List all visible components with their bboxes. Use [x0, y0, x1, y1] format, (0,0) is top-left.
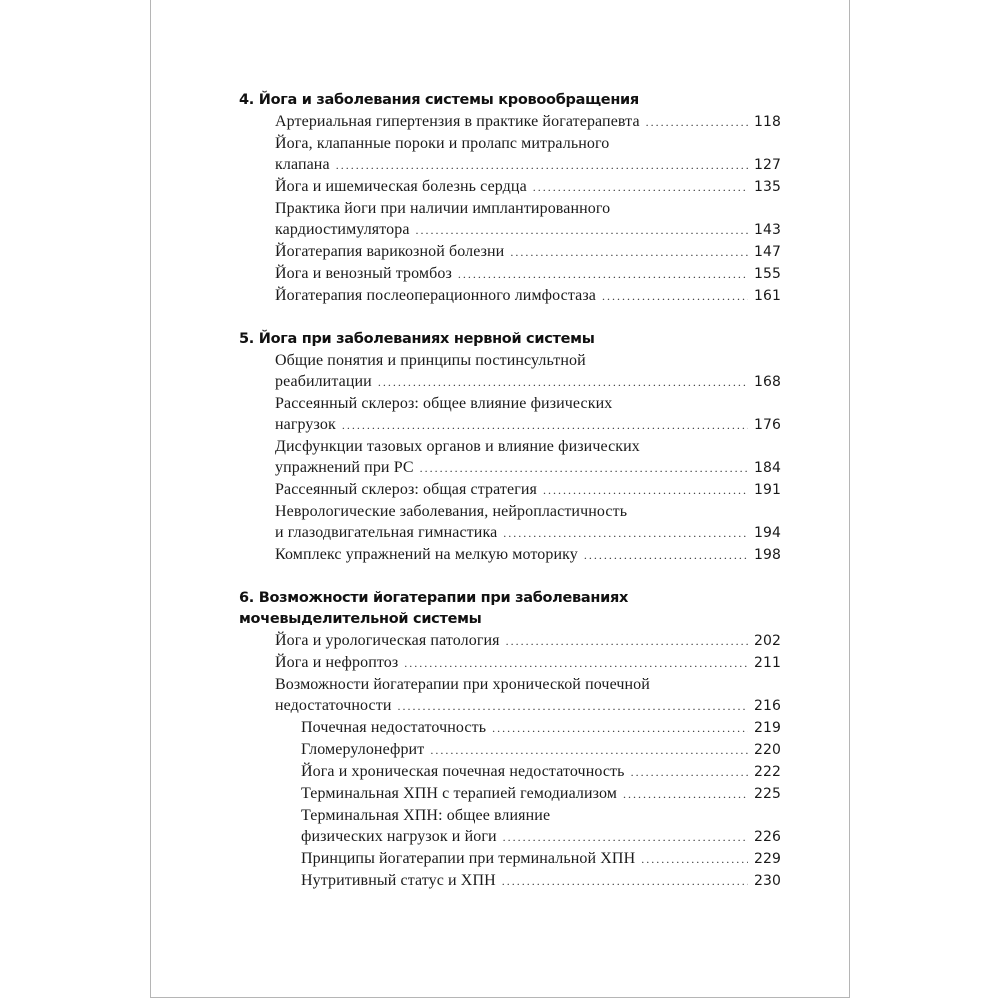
entry-title-line: Рассеянный склероз: общее влияние физических	[275, 395, 613, 412]
dot-leader	[646, 112, 748, 133]
toc-entry[interactable]	[239, 263, 781, 285]
entry-title-line: Гломерулонефрит	[301, 741, 425, 758]
dot-leader	[510, 242, 748, 263]
entry-title-line: реабилитации	[275, 373, 372, 390]
dot-leader	[398, 696, 748, 717]
page-number: 143	[753, 222, 781, 238]
page-number: 118	[753, 114, 781, 130]
entry-title-line: Йогатерапия варикозной болезни	[275, 243, 505, 260]
entry-title-line: Рассеянный склероз: общая стратегия	[275, 481, 537, 498]
page-number: 194	[753, 525, 781, 541]
page-number: 168	[753, 374, 781, 390]
dot-leader	[543, 480, 748, 501]
page-number: 202	[753, 633, 781, 649]
page-number: 222	[753, 764, 781, 780]
toc-entry[interactable]	[239, 436, 781, 479]
dot-leader	[641, 849, 748, 870]
entry-title-line: клапана	[275, 156, 330, 173]
toc-entry[interactable]	[239, 761, 781, 783]
entry-title-line: Йога и хроническая почечная недостаточность	[301, 763, 625, 780]
toc-entry[interactable]	[239, 350, 781, 393]
page-number: 161	[753, 288, 781, 304]
dot-leader	[378, 372, 748, 393]
entry-title-line: физических нагрузок и йоги	[301, 828, 497, 845]
page-number: 229	[753, 851, 781, 867]
dot-leader	[602, 286, 748, 307]
section-title: 4. Йога и заболевания системы кровообращения	[239, 92, 639, 108]
page-number: 226	[753, 829, 781, 845]
entry-title-line: Комплекс упражнений на мелкую моторику	[275, 546, 578, 563]
dot-leader	[623, 784, 748, 805]
entry-title-line: Йога и нефроптоз	[275, 654, 399, 671]
entry-title-line: Йога, клапанные пороки и пролапс митрального	[275, 135, 610, 152]
entry-title-line: и глазодвигательная гимнастика	[275, 524, 498, 541]
page-number: 211	[753, 655, 781, 671]
toc-entry[interactable]	[239, 805, 781, 848]
dot-leader	[430, 740, 748, 761]
toc-section	[239, 329, 781, 566]
dot-leader	[503, 827, 748, 848]
toc-entry[interactable]	[239, 848, 781, 870]
entry-title-line: Общие понятия и принципы постинсультной	[275, 352, 586, 369]
section-title: 6. Возможности йогатерапии при заболеваниях	[239, 590, 629, 606]
page-number: 230	[753, 873, 781, 889]
toc-entry[interactable]	[239, 133, 781, 176]
page-number: 184	[753, 460, 781, 476]
page-number: 155	[753, 266, 781, 282]
entry-title-line: Терминальная ХПН: общее влияние	[301, 807, 551, 824]
entry-title-line: Дисфункции тазовых органов и влияние физических	[275, 438, 640, 455]
entry-title-line: нагрузок	[275, 416, 336, 433]
dot-leader	[458, 264, 748, 285]
entry-title-line: Возможности йогатерапии при хронической почечной	[275, 676, 650, 693]
toc-section	[239, 90, 781, 307]
page-number: 225	[753, 786, 781, 802]
dot-leader	[506, 631, 748, 652]
entry-title-line: упражнений при РС	[275, 459, 414, 476]
toc-entry[interactable]	[239, 674, 781, 717]
dot-leader	[404, 653, 748, 674]
section-title: 5. Йога при заболеваниях нервной системы	[239, 331, 595, 347]
entry-title-line: Терминальная ХПН с терапией гемодиализом	[301, 785, 618, 802]
page-number: 216	[753, 698, 781, 714]
dot-leader	[416, 220, 748, 241]
toc-section	[239, 588, 781, 892]
page-number: 147	[753, 244, 781, 260]
dot-leader	[584, 545, 748, 566]
entry-title-line: Йогатерапия послеоперационного лимфостаза	[275, 287, 596, 304]
dot-leader	[492, 718, 748, 739]
entry-title-line: недостаточности	[275, 697, 392, 714]
section-title: мочевыделительной системы	[239, 611, 482, 627]
entry-title-line: кардиостимулятора	[275, 221, 410, 238]
entry-title-line: Принципы йогатерапии при терминальной ХПН	[301, 850, 636, 867]
toc-entry[interactable]	[239, 870, 781, 892]
toc-entry[interactable]	[239, 285, 781, 307]
toc-entry[interactable]	[239, 544, 781, 566]
toc-entry[interactable]	[239, 176, 781, 198]
dot-leader	[336, 155, 748, 176]
toc-entry[interactable]	[239, 479, 781, 501]
toc-entry[interactable]	[239, 198, 781, 241]
dot-leader	[533, 177, 748, 198]
page-number: 191	[753, 482, 781, 498]
page-number: 176	[753, 417, 781, 433]
toc-entry[interactable]	[239, 630, 781, 652]
entry-title-line: Почечная недостаточность	[301, 719, 487, 736]
dot-leader	[342, 415, 748, 436]
dot-leader	[502, 871, 748, 892]
table-of-contents	[239, 90, 781, 914]
page-number: 135	[753, 179, 781, 195]
toc-entry[interactable]	[239, 739, 781, 761]
toc-entry[interactable]	[239, 501, 781, 544]
page-number: 198	[753, 547, 781, 563]
toc-entry[interactable]	[239, 111, 781, 133]
book-page	[150, 0, 850, 998]
toc-entry[interactable]	[239, 717, 781, 739]
toc-entry[interactable]	[239, 652, 781, 674]
entry-title-line: Йога и ишемическая болезнь сердца	[275, 178, 527, 195]
page-number: 127	[753, 157, 781, 173]
entry-title-line: Практика йоги при наличии имплантированного	[275, 200, 611, 217]
dot-leader	[631, 762, 748, 783]
entry-title-line: Нутритивный статус и ХПН	[301, 872, 496, 889]
entry-title-line: Йога и венозный тромбоз	[275, 265, 452, 282]
toc-entry[interactable]	[239, 393, 781, 436]
toc-entry[interactable]	[239, 241, 781, 263]
dot-leader	[420, 458, 748, 479]
toc-entry[interactable]	[239, 783, 781, 805]
page-number: 219	[753, 720, 781, 736]
entry-title-line: Йога и урологическая патология	[275, 632, 500, 649]
page-number: 220	[753, 742, 781, 758]
entry-title-line: Неврологические заболевания, нейропластичность	[275, 503, 628, 520]
entry-title-line: Артериальная гипертензия в практике йогатерапевта	[275, 113, 640, 130]
dot-leader	[503, 523, 748, 544]
